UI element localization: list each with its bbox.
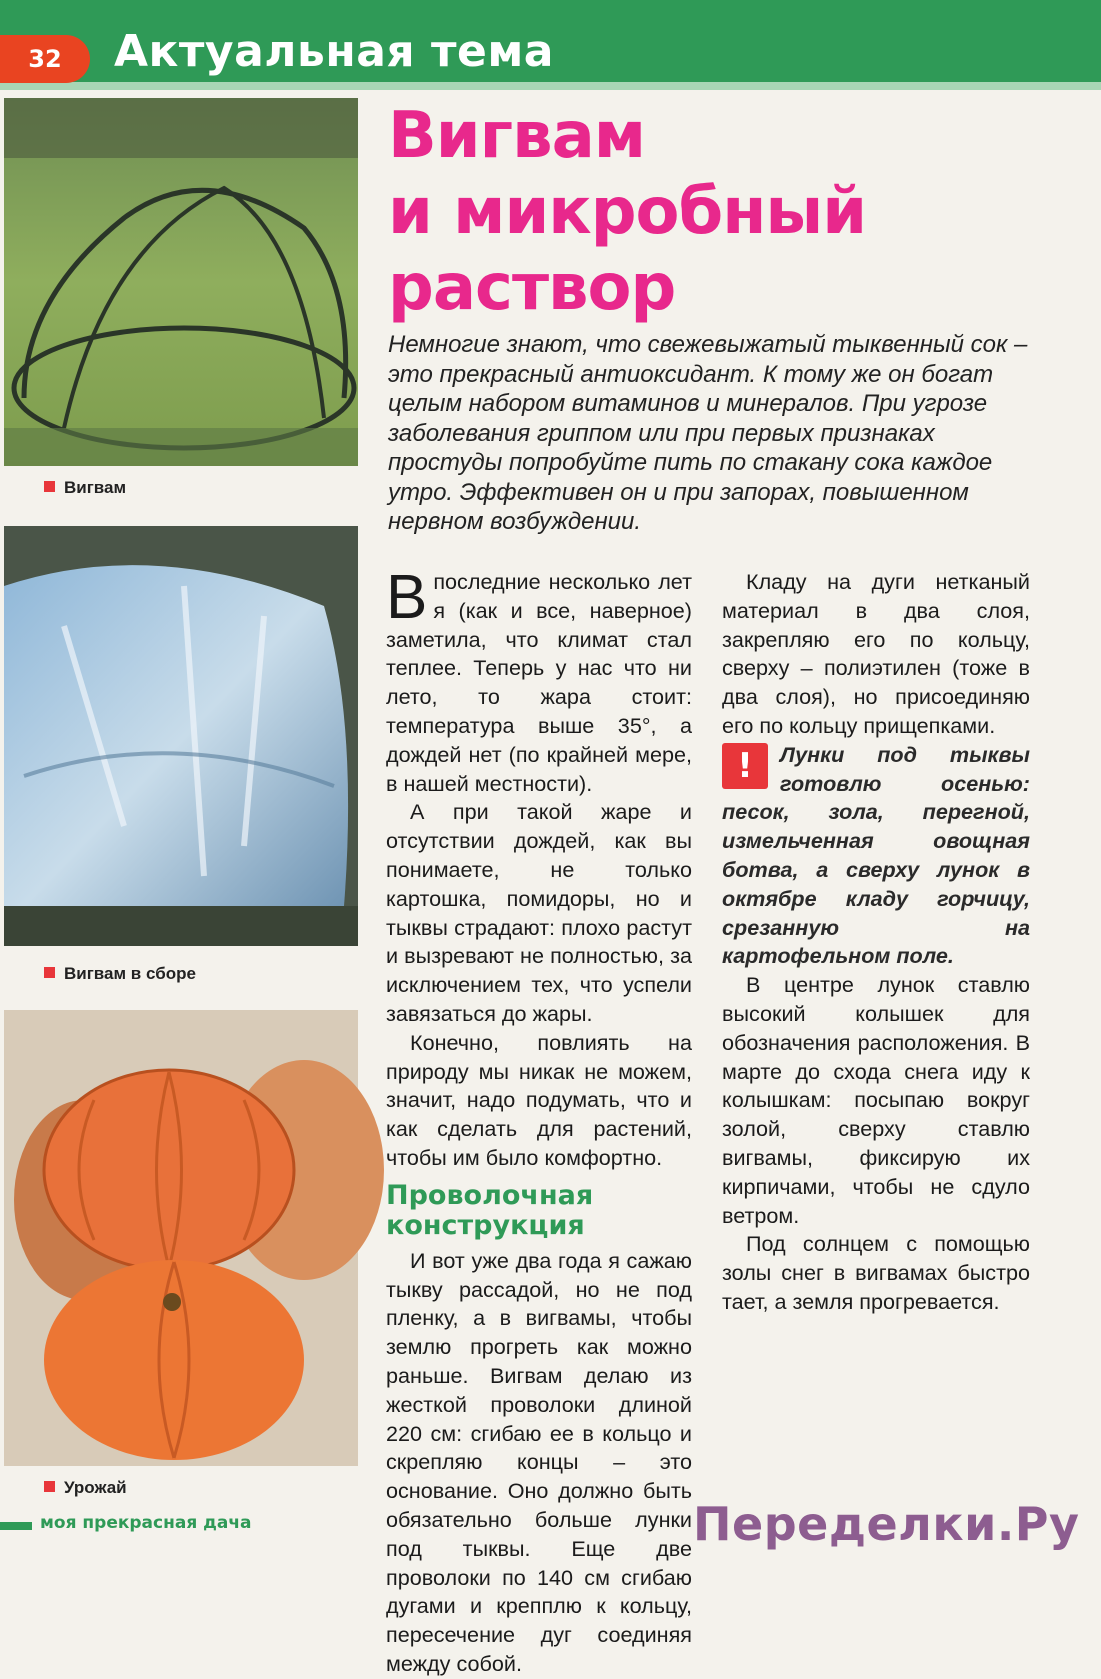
article-lead: Немногие знают, что свежевыжатый тыквенный сок – это прекрасный антиоксидант. К тому же он богат целым набором витаминов и минералов. При угрозе заболевания гриппом или при первых признаках простуды попробуйте пить по стакану сока каждое утро. Эффективен он и при запорах, повышенном нервном возбуждении.: [388, 331, 1028, 535]
text-column-right: [722, 568, 1030, 1317]
paragraph: А при такой жаре и отсутствии дождей, как вы понимаете, не только картошка, помидоры, но и тыквы страдают: плохо растут и вызревают не полностью, за исключением тех, что успели завязаться до жары.: [386, 799, 692, 1026]
article-title: [388, 98, 1088, 326]
exclamation-icon: !: [722, 743, 768, 789]
tip-box: [722, 741, 1030, 971]
subheading: Проволочная конструкция: [386, 1179, 594, 1241]
pumpkins-image: [4, 1010, 358, 1466]
pumpkins-photo: [4, 1010, 358, 1466]
paragraph: Кладу на дуги нетканый материал в два слоя, закрепляю его по кольцу, сверху – полиэтилен (тоже в два слоя), но присоединяю его по кольцу прищепками.: [722, 569, 1030, 738]
plastic-covered-image: [4, 526, 358, 946]
text-column-left: [386, 563, 692, 1676]
photo-caption: Урожай: [44, 1478, 127, 1498]
title-line: раствор: [388, 251, 676, 325]
footer-bar: [0, 1522, 32, 1530]
photo-column: [0, 90, 360, 1550]
paragraph: [386, 563, 692, 798]
tip-text: Лунки под тыквы готовлю осенью: песок, зола, перегной, измельченная овощная ботва, а сверху лунок в октябре кладу горчицу, срезанную на картофельном поле.: [722, 741, 1030, 969]
page-number-badge: 32: [0, 35, 90, 83]
header-stripe: [0, 82, 1101, 90]
paragraph-text: последние несколько лет я (как и все, наверное) заметила, что климат стал теплее. Теперь у нас что ни лето, то жара стоит: температура выше 35°, а дождей нет (по крайней мере, в нашей местности).: [386, 569, 692, 796]
site-watermark: Переделки.Ру: [693, 1497, 1080, 1551]
paragraph: В центре лунок ставлю высокий колышек для обозначения расположения. В марте до схода снега иду к колышкам: посыпаю вокруг золой, сверху ставлю вигвамы, фиксирую их кирпичами, чтобы не сдуло ветром.: [722, 972, 1030, 1228]
photo-caption: Вигвам в сборе: [44, 964, 196, 984]
wire-frame-photo: [4, 98, 358, 466]
wire-frame-image: [4, 98, 358, 466]
paragraph: Под солнцем с помощью золы снег в вигвамах быстро тает, а земля прогревается.: [722, 1231, 1030, 1314]
paragraph: И вот уже два года я сажаю тыкву рассадой, но не под пленку, а в вигвамы, чтобы землю прогреть как можно раньше. Вигвам делаю из жесткой проволоки длиной 220 см: сгибаю ее в кольцо и скрепляю концы – это основание. Оно должно быть обязательно больше лунки под тыквы. Еще две проволоки по 140 см сгибаю дугами и крепплю к кольцу, пересечение дуг соединяя между собой.: [386, 1247, 692, 1676]
plastic-covered-photo: [4, 526, 358, 946]
title-line: Вигвам: [388, 99, 646, 173]
magazine-name: моя прекрасная дача: [40, 1513, 252, 1533]
title-line: и микробный: [388, 175, 867, 249]
section-title: Актуальная тема: [114, 26, 555, 77]
photo-caption: Вигвам: [44, 478, 126, 498]
paragraph: Конечно, повлиять на природу мы никак не можем, значит, надо подумать, что и как сделать для растений, чтобы им было комфортно.: [386, 1029, 692, 1170]
drop-cap: В: [386, 563, 428, 632]
